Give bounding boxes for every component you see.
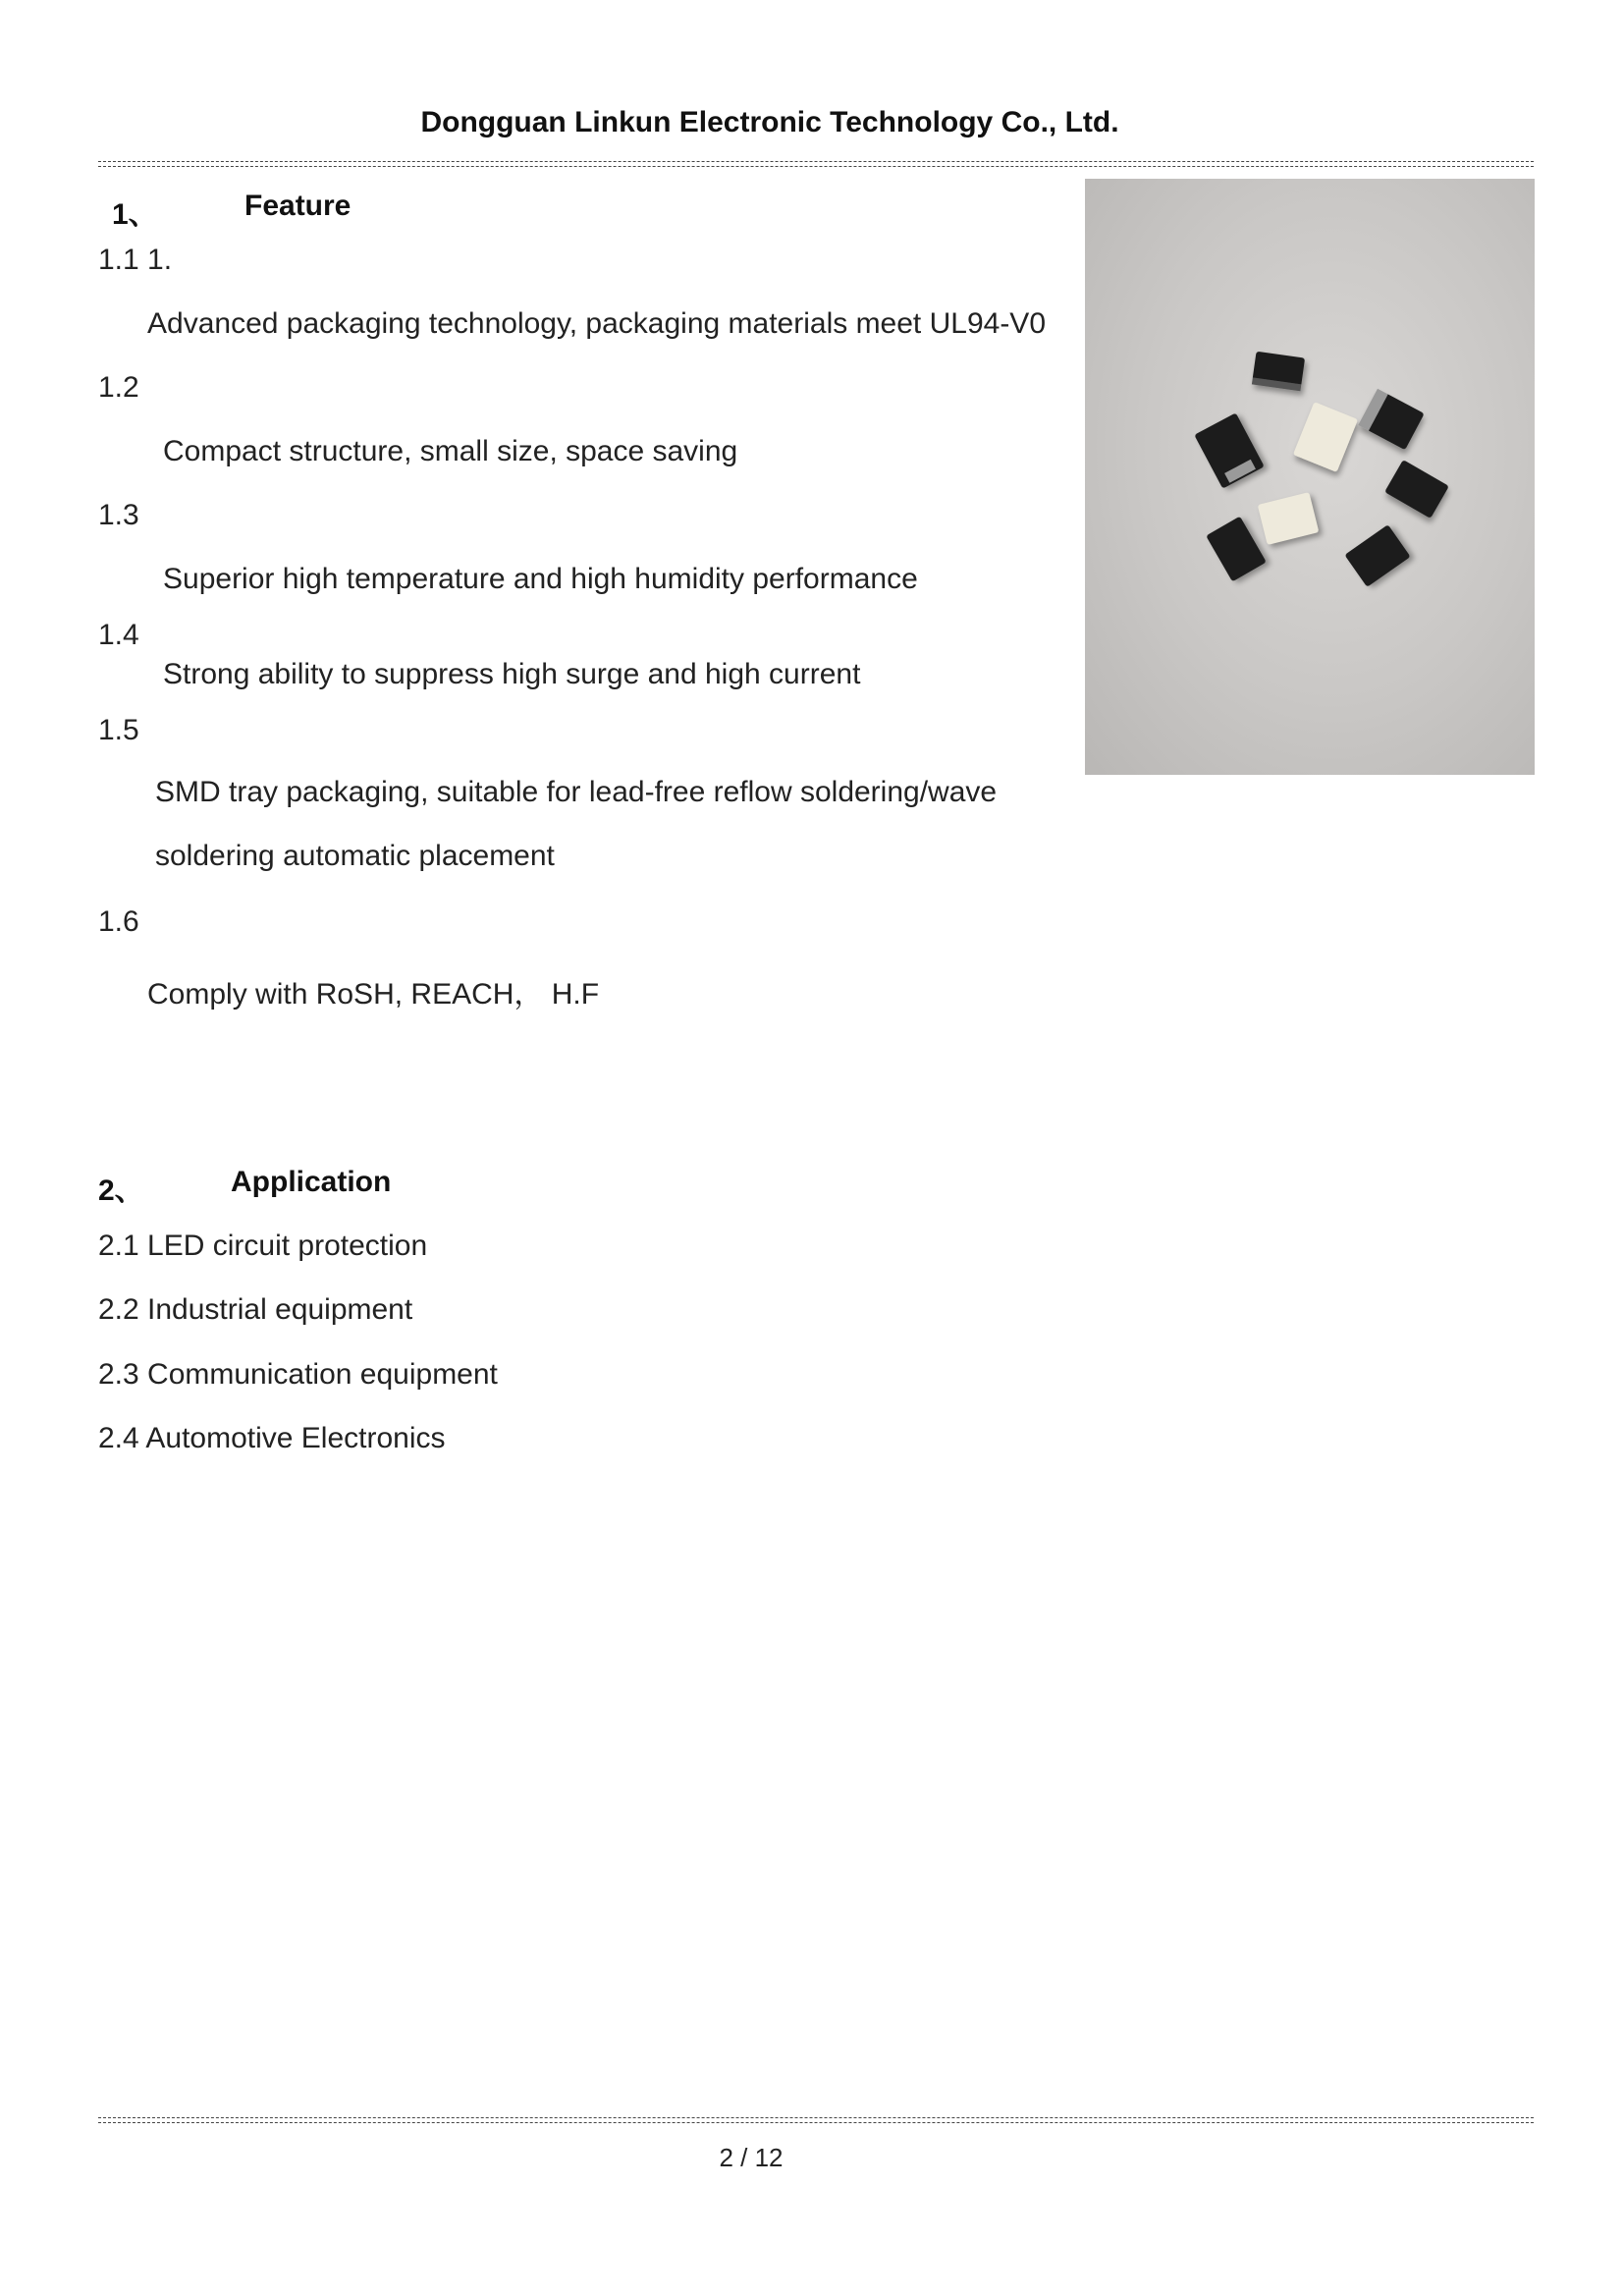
feature-item-4-text: Strong ability to suppress high surge and high current: [163, 658, 861, 690]
feature-item-1-number: 1.1 1.: [98, 244, 173, 276]
page-number: 2 / 12: [719, 2143, 784, 2172]
product-photo: [1085, 179, 1535, 775]
feature-item-5-text-continued: soldering automatic placement: [155, 840, 555, 872]
feature-item-3-text: Superior high temperature and high humidity performance: [163, 563, 918, 595]
feature-item-6-text: Comply with RoSH, REACH， H.F: [147, 978, 600, 1011]
feature-section-title: Feature: [244, 190, 352, 222]
footer-divider: [98, 2117, 1534, 2123]
feature-item-4-number: 1.4: [98, 619, 139, 651]
application-item-4: 2.4 Automotive Electronics: [98, 1422, 446, 1454]
application-item-3: 2.3 Communication equipment: [98, 1358, 498, 1391]
application-item-1: 2.1 LED circuit protection: [98, 1230, 428, 1262]
header-divider: [98, 161, 1534, 167]
feature-item-2-text: Compact structure, small size, space saving: [163, 435, 738, 467]
application-item-2: 2.2 Industrial equipment: [98, 1293, 413, 1326]
feature-item-2-number: 1.2: [98, 371, 139, 404]
application-section-title: Application: [231, 1166, 392, 1198]
application-section-number: 2、: [98, 1175, 144, 1207]
smd-components-photo-icon: [1085, 179, 1535, 775]
feature-section-number: 1、: [112, 198, 158, 231]
company-name: Dongguan Linkun Electronic Technology Co., Ltd.: [420, 106, 1119, 138]
feature-item-3-number: 1.3: [98, 499, 139, 531]
feature-item-6-number: 1.6: [98, 905, 139, 938]
feature-item-5-text: SMD tray packaging, suitable for lead-free reflow soldering/wave: [155, 776, 998, 808]
feature-item-5-number: 1.5: [98, 714, 139, 746]
feature-item-1-text: Advanced packaging technology, packaging materials meet UL94-V0: [147, 307, 1046, 340]
